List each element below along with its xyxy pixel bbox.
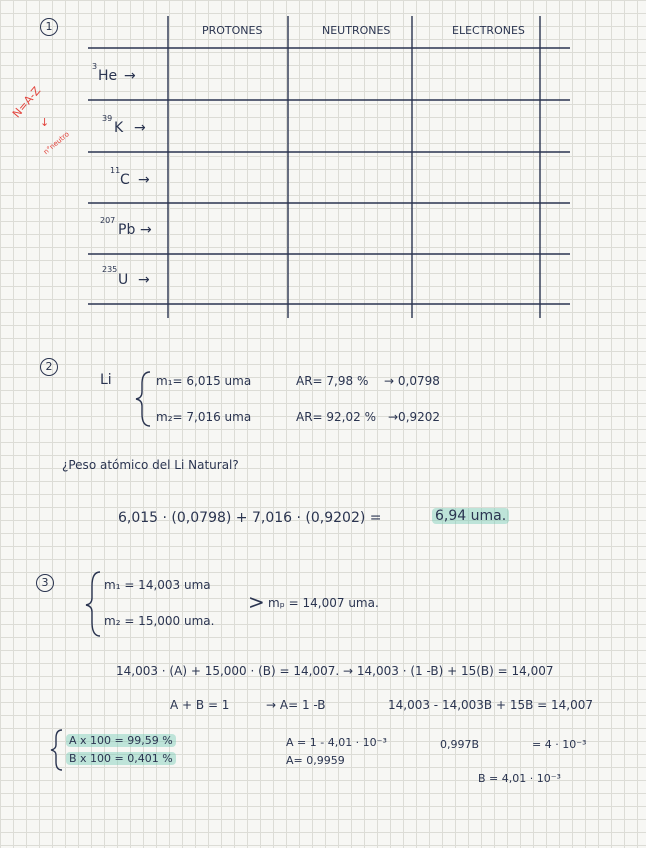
arrow: → [124, 68, 136, 84]
isotope-mass-u: 235 [102, 265, 118, 274]
mass-2: m₂ = 15,000 uma. [104, 614, 215, 628]
li7-mass: m₂= 7,016 uma [156, 410, 252, 424]
solution-3: 0,997B [440, 738, 480, 751]
mass-1: m₁ = 14,003 uma [104, 578, 211, 592]
equation-4: 14,003 - 14,003B + 15B = 14,007 [388, 698, 594, 712]
calculation: 6,015 · (0,0798) + 7,016 · (0,9202) = [118, 510, 382, 526]
note-formula: N=A-Z [10, 84, 44, 121]
element-li: Li [100, 372, 112, 388]
isotope-symbol-c: C [120, 172, 130, 188]
solution-2: A= 0,9959 [286, 754, 345, 767]
isotope-mass-he: 3 [92, 62, 98, 71]
note-arrow: ↓ [40, 116, 50, 129]
li7-fraction: →0,9202 [388, 410, 441, 424]
isotope-mass-pb: 207 [100, 216, 116, 225]
isotope-mass-c: 11 [110, 166, 121, 175]
note-word: n°neutro [42, 130, 71, 157]
isotope-symbol-u: U [118, 272, 129, 288]
result-a-line [66, 734, 176, 747]
result-a: A x 100 = 99,59 % [66, 734, 176, 747]
isotope-symbol-k: K [114, 120, 124, 136]
isotope-mass-k: 39 [102, 114, 113, 123]
equation-3: → A= 1 -B [266, 698, 326, 712]
li6-mass: m₁= 6,015 uma [156, 374, 252, 388]
arrow: → [134, 120, 146, 136]
isotope-symbol-he: He [98, 68, 118, 84]
equation-1: 14,003 · (A) + 15,000 · (B) = 14,007. → 14,003 · (1 -B) + 15(B) = 14,007 [116, 664, 554, 678]
average-mass: mₚ = 14,007 uma. [268, 596, 379, 610]
exercise-1-number: 1 [40, 18, 58, 36]
exercise-3-number: 3 [36, 574, 54, 592]
solution-5: B = 4,01 · 10⁻³ [478, 772, 561, 785]
header-electrones: ELECTRONES [452, 24, 525, 37]
arrow: → [138, 172, 150, 188]
exercise-2-number: 2 [40, 358, 58, 376]
result-b-line [66, 752, 176, 765]
result-highlight: 6,94 uma. [432, 508, 509, 524]
question: ¿Peso atómico del Li Natural? [62, 458, 239, 472]
brace-close: > [248, 590, 265, 614]
isotope-symbol-pb: Pb [118, 222, 136, 238]
header-protones: PROTONES [202, 24, 263, 37]
equation-2: A + B = 1 [170, 698, 230, 712]
arrow: → [140, 222, 152, 238]
li6-fraction: → 0,0798 [384, 374, 440, 388]
solution-1: A = 1 - 4,01 · 10⁻³ [286, 736, 387, 749]
header-neutrones: NEUTRONES [322, 24, 391, 37]
result-b: B x 100 = 0,401 % [66, 752, 176, 765]
solution-4: = 4 · 10⁻³ [532, 738, 587, 751]
li7-abundance: AR= 92,02 % [296, 410, 376, 424]
li6-abundance: AR= 7,98 % [296, 374, 369, 388]
arrow: → [138, 272, 150, 288]
